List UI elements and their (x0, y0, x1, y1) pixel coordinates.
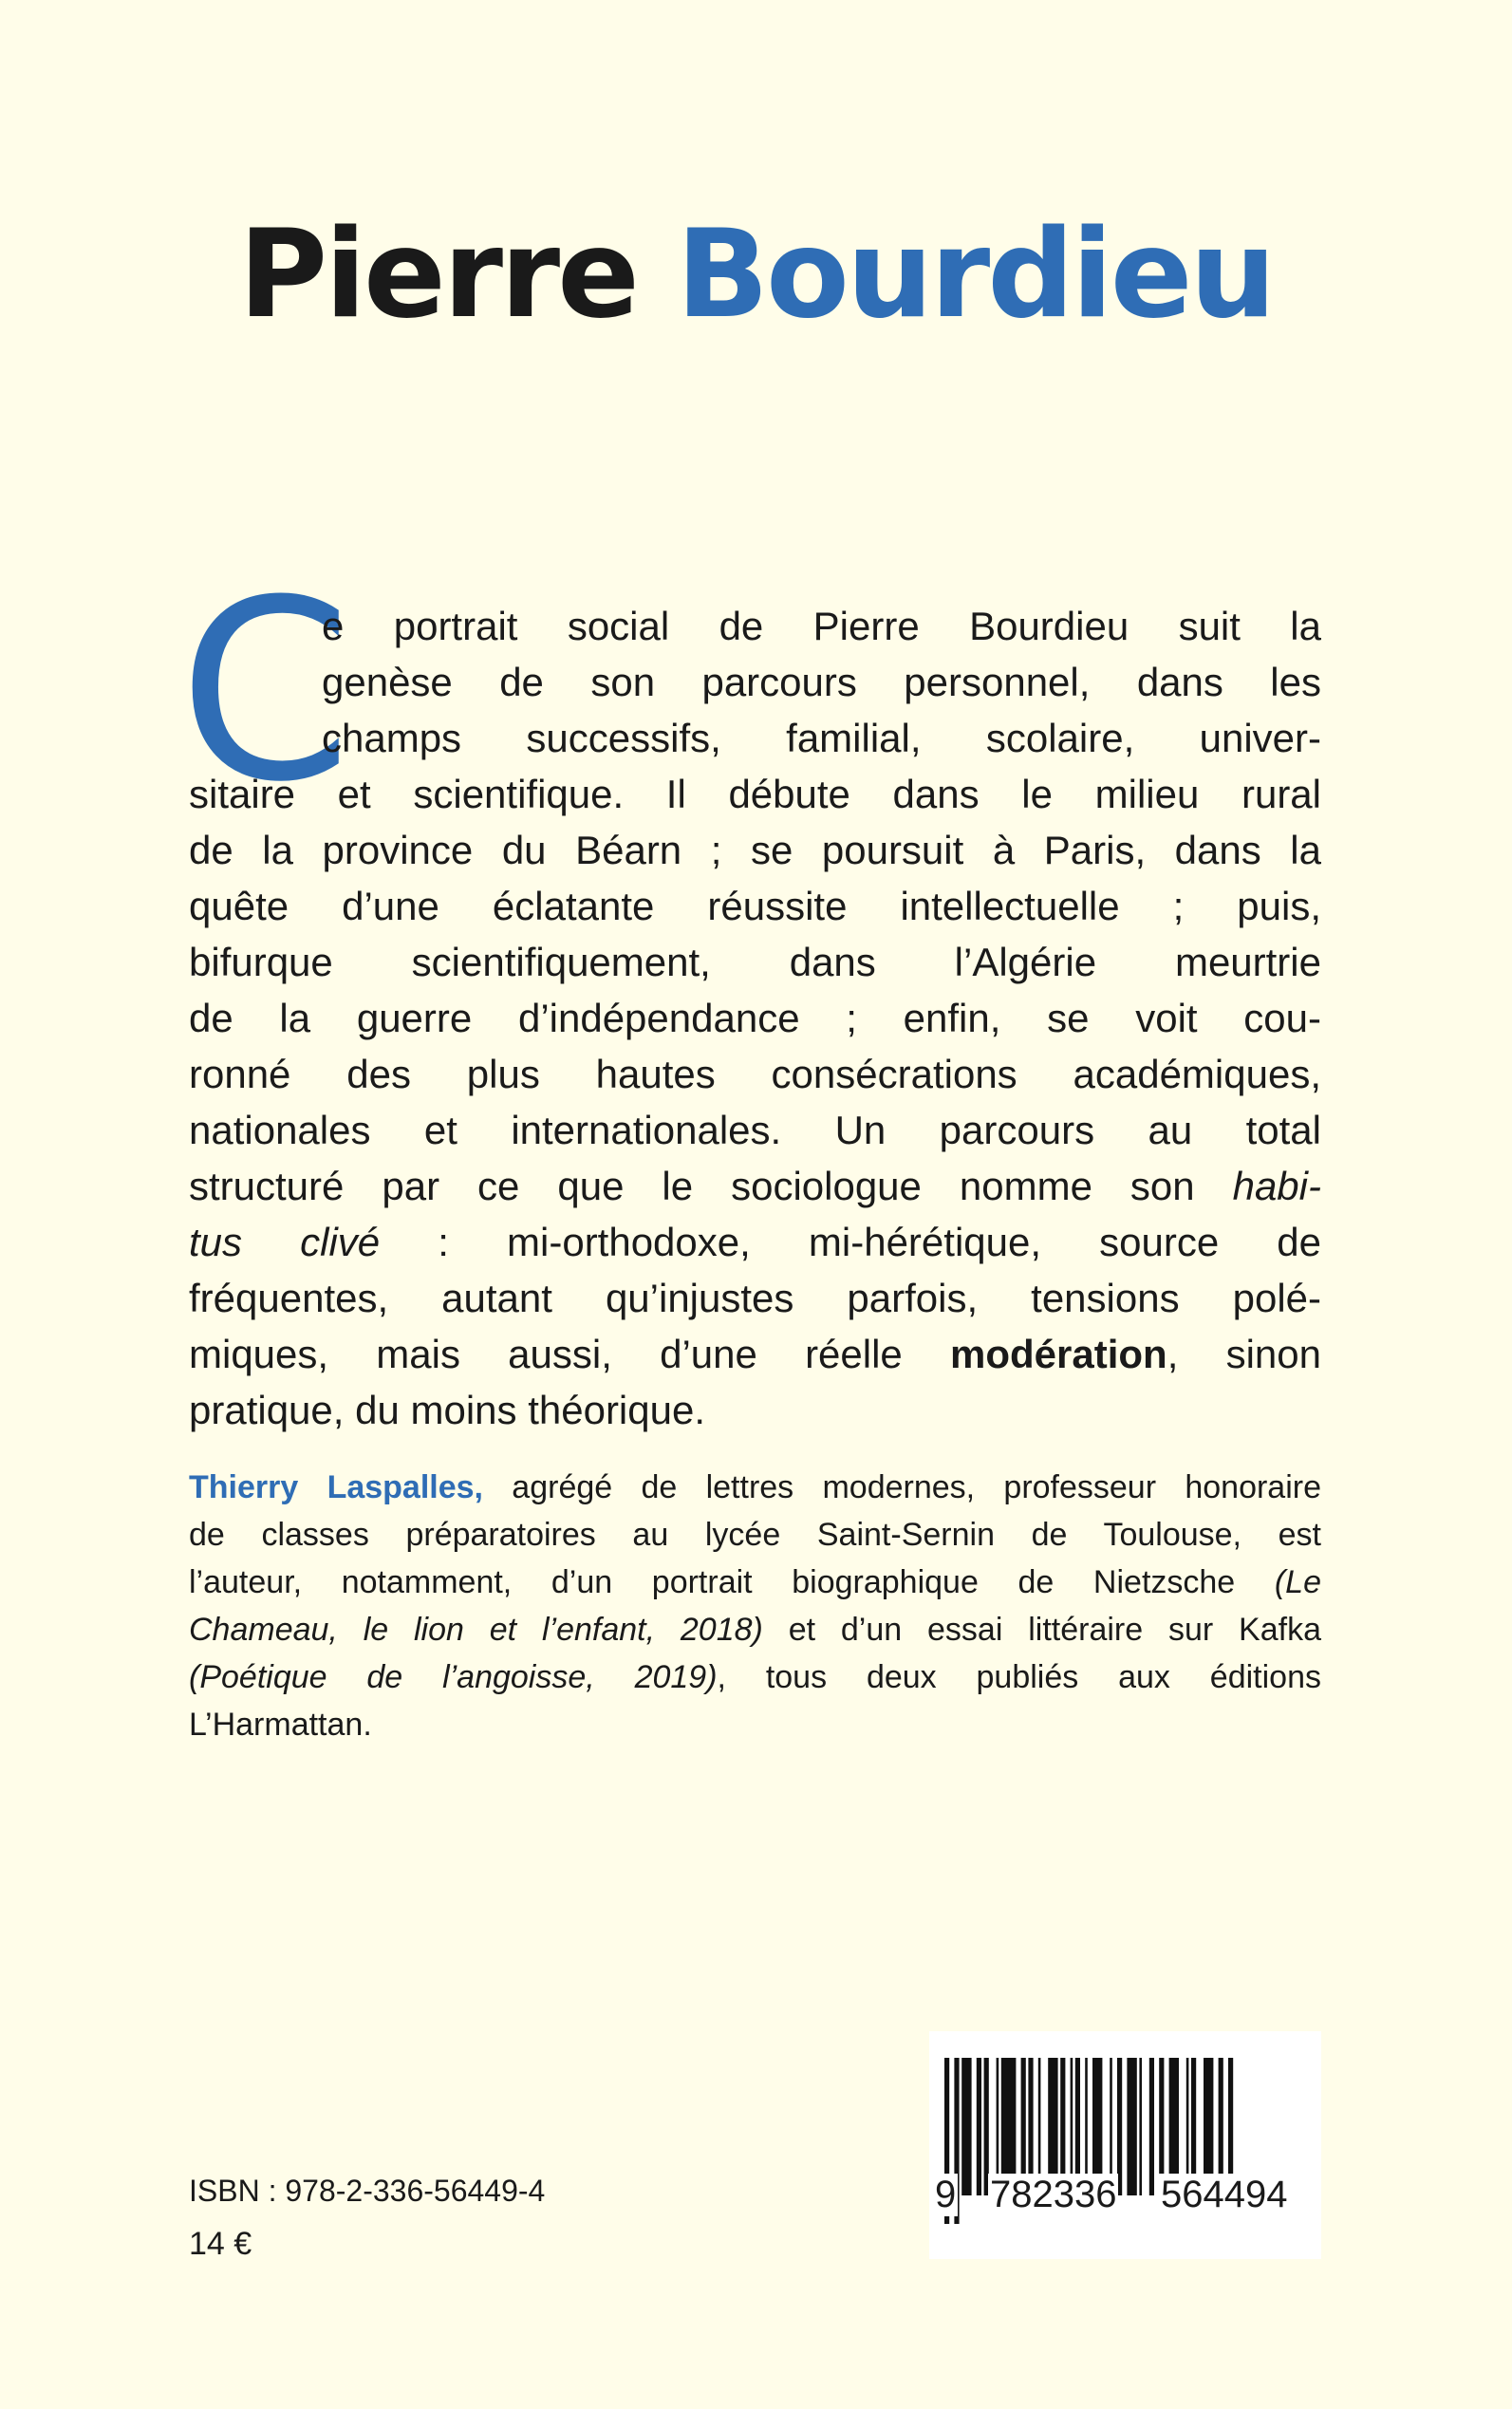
text-line (189, 1653, 1321, 1701)
barcode (929, 2031, 1321, 2259)
summary-paragraph (189, 598, 1321, 1438)
text-line (189, 1559, 1321, 1606)
text-line (322, 654, 1321, 710)
text-line (189, 1046, 1321, 1102)
barcode-bar (1139, 2058, 1142, 2195)
text-line (189, 1270, 1321, 1326)
text-line (189, 1214, 1321, 1270)
italic-text: Chameau, le lion et l’enfant, 2018) (189, 1612, 763, 1648)
barcode-digits-right: 564494 (1161, 2174, 1288, 2215)
text-segment: nationales et internationales. Un parcours au total (189, 1108, 1321, 1152)
barcode-bar (977, 2058, 981, 2195)
bold-text: modération (950, 1332, 1167, 1376)
text-segment: genèse de son parcours personnel, dans les (322, 660, 1321, 704)
barcode-bar (961, 2058, 971, 2195)
text-line (189, 766, 1321, 822)
author-bio (189, 1464, 1321, 1748)
book-title (0, 203, 1512, 345)
text-segment: quête d’une éclatante réussite intellectuelle ; puis, (189, 884, 1321, 928)
text-line (189, 934, 1321, 990)
text-segment: L’Harmattan. (189, 1707, 372, 1743)
text-line (322, 710, 1321, 766)
text-segment: , tous deux publiés aux éditions (717, 1659, 1321, 1695)
text-segment: champs successifs, familial, scolaire, univer- (322, 716, 1321, 760)
text-segment: e portrait social de Pierre Bourdieu suit la (322, 604, 1321, 648)
text-segment: de la guerre d’indépendance ; enfin, se voit cou- (189, 996, 1321, 1040)
title-first-name: Pierre (238, 203, 637, 345)
drop-cap: C (178, 547, 352, 836)
text-line (189, 1382, 1321, 1438)
text-segment: ronné des plus hautes consécrations académiques, (189, 1052, 1321, 1096)
text-line (189, 1158, 1321, 1214)
text-line (189, 1326, 1321, 1382)
text-segment: de classes préparatoires au lycée Saint-Sernin de Toulouse, est (189, 1517, 1321, 1553)
text-line (189, 1464, 1321, 1511)
italic-text: (Poétique de l’angoisse, 2019) (189, 1659, 718, 1695)
author-name: Thierry Laspalles, (189, 1469, 483, 1505)
text-line (189, 1511, 1321, 1559)
text-segment: : mi-orthodoxe, mi-hérétique, source de (380, 1220, 1321, 1264)
title-last-name: Bourdieu (676, 203, 1274, 345)
text-segment: , sinon (1167, 1332, 1321, 1376)
italic-text: tus clivé (189, 1220, 381, 1264)
text-segment: pratique, du moins théorique. (189, 1388, 706, 1432)
text-segment: l’auteur, notamment, d’un portrait biographique de Nietzsche (189, 1564, 1275, 1600)
price: 14 € (189, 2226, 252, 2262)
text-line (322, 598, 1321, 654)
italic-text: habi- (1232, 1164, 1321, 1208)
text-segment: et d’un essai littéraire sur Kafka (762, 1612, 1321, 1648)
text-line (189, 878, 1321, 934)
text-segment: de la province du Béarn ; se poursuit à Paris, dans la (189, 828, 1321, 872)
text-segment: agrégé de lettres modernes, professeur honoraire (483, 1469, 1321, 1505)
barcode-digit-first: 9 (935, 2174, 957, 2215)
italic-text: (Le (1274, 1564, 1321, 1600)
text-line (189, 1701, 1321, 1748)
barcode-digits-left: 782336 (990, 2174, 1117, 2215)
isbn: ISBN : 978-2-336-56449-4 (189, 2174, 546, 2208)
text-segment: sitaire et scientifique. Il débute dans le milieu rural (189, 772, 1321, 816)
text-line (189, 1606, 1321, 1653)
text-segment: structuré par ce que le sociologue nomme son (189, 1164, 1233, 1208)
text-line (189, 990, 1321, 1046)
barcode-bar (1149, 2058, 1154, 2195)
text-segment: bifurque scientifiquement, dans l’Algérie meurtrie (189, 940, 1321, 984)
text-line (189, 1102, 1321, 1158)
text-segment: fréquentes, autant qu’injustes parfois, tensions polé- (189, 1276, 1321, 1320)
text-line (189, 822, 1321, 878)
text-segment: miques, mais aussi, d’une réelle (189, 1332, 951, 1376)
barcode-bar (1127, 2058, 1136, 2195)
